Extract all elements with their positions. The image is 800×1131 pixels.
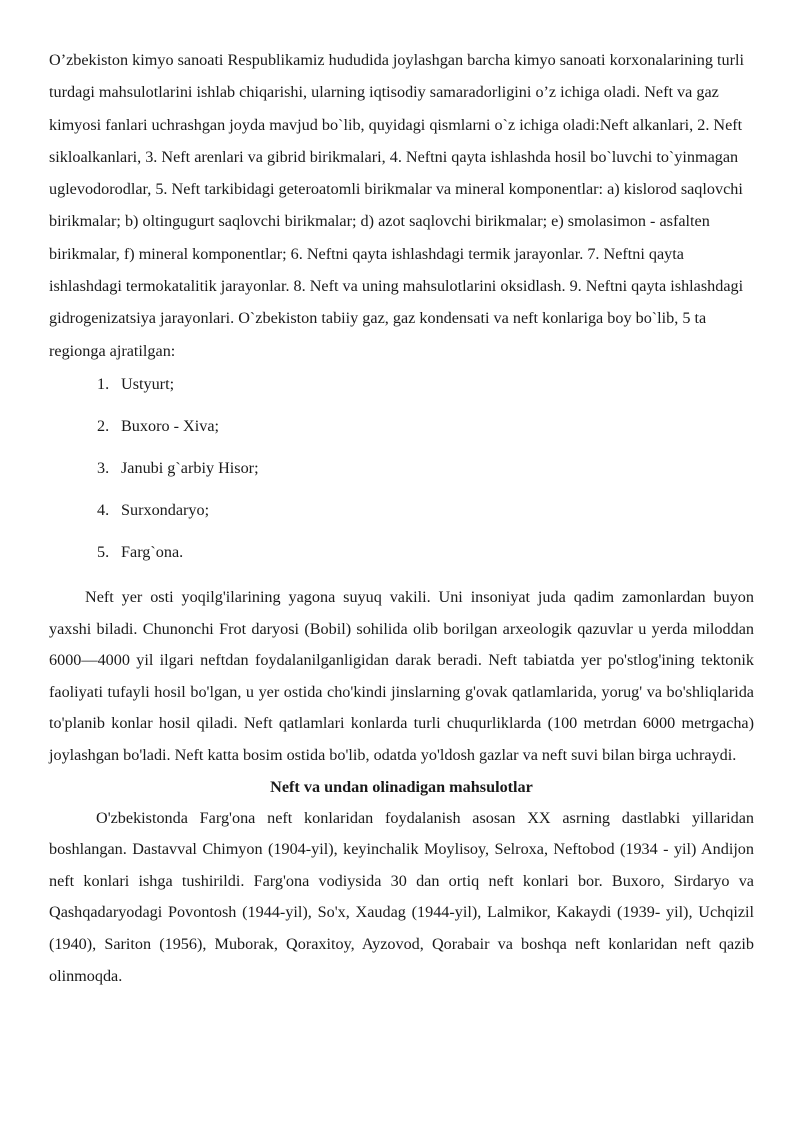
list-item-text: Janubi g`arbiy Hisor; [121, 458, 259, 477]
intro-paragraph: O’zbekiston kimyo sanoati Respublikamiz hududida joylashgan barcha kimyo sanoati korxonalarining turli turdagi mahsulotlarini ishlab chiqarishi, ularning iqtisodiy samaradorligini o’z ichiga oladi. Neft va gaz kimyosi fanlari uchrashgan joyda mavjud bo`lib, quyidagi qismlarni o`z ichiga oladi:Neft alkanlari, 2. Neft sikloalkanlari, 3. Neft arenlari va gibrid birikmalari, 4. Neftni qayta ishlashda hosil bo`luvchi to`yinmagan uglevodorodlar, 5. Neft tarkibidagi geteroatomli birikmalar va mineral komponentlar: a) kislorod saqlovchi birikmalar; b) oltingugurt saqlovchi birikmalar; d) azot saqlovchi birikmalar; e) smolasimon - asfalten birikmalar, f) mineral komponentlar; 6. Neftni qayta ishlashdagi termik jarayonlar. 7. Neftni qayta ishlashdagi termokatalitik jarayonlar. 8. Neft va uning mahsulotlarini oksidlash. 9. Neftni qayta ishlashdagi gidrogenizatsiya jarayonlari. O`zbekiston tabiiy gaz, gaz kondensati va neft konlariga boy bo`lib, 5 ta regionga ajratilgan: [49, 51, 745, 360]
list-item [97, 542, 754, 562]
list-item-number: 4. [97, 500, 110, 519]
list-item-number: 2. [97, 416, 110, 435]
list-item-text: Buxoro - Xiva; [121, 416, 220, 435]
list-item-number: 3. [97, 458, 110, 477]
list-item-text: Farg`ona. [121, 542, 184, 561]
list-item-number: 5. [97, 542, 110, 561]
list-item [97, 458, 754, 478]
oil-paragraph: Neft yer osti yoqilg'ilarining yagona suyuq vakili. Uni insoniyat juda qadim zamonlardan buyon yaxshi biladi. Chunonchi Frot daryosi (Bobil) sohilida olib borilgan arxeologik qazuvlar u yerda miloddan 6000—4000 yil ilgari neftdan foydalanilganligidan darak beradi. Neft tabiatda yer po'stlog'ining tektonik faoliyati tufayli hosil bo'lgan, u yer ostida cho'kindi jinslarning g'ovak qatlamlarida, yorug' va bo'shliqlarida to'planib konlar hosil qiladi. Neft qatlamlari konlarda turli chuqurliklarda (100 metrdan 6000 metrgacha) joylashgan bo'ladi. Neft katta bosim ostida bo'lib, odatda yo'ldosh gazlar va neft suvi bilan birga uchraydi. [49, 587, 754, 764]
list-item-number: 1. [97, 374, 110, 393]
list-item-text: Ustyurt; [121, 374, 175, 393]
section-heading: Neft va undan olinadigan mahsulotlar [270, 777, 533, 796]
history-paragraph: O'zbekistonda Farg'ona neft konlaridan foydalanish asosan XX asrning dastlabki yillaridan boshlangan. Dastavval Chimyon (1904-yil), keyinchalik Moylisoy, Selroxa, Neftobod (1934 - yil) Andijon neft konlari ishga tushirildi. Farg'ona vodiysida 30 dan ortiq neft konlari bor. Buxoro, Sirdaryo va Qashqadaryodagi Povontosh (1944-yil), So'x, Xaudag (1944-yil), Lalmikor, Kakaydi (1939- yil), Uchqizil (1940), Sariton (1956), Muborak, Qoraxitoy, Ayzovod, Qorabair va boshqa neft konlaridan neft qazib olinmoqda. [49, 808, 754, 985]
list-item [97, 500, 754, 520]
list-item [97, 374, 754, 394]
regions-list [49, 374, 754, 562]
list-item-text: Surxondaryo; [121, 500, 210, 519]
list-item [97, 416, 754, 436]
